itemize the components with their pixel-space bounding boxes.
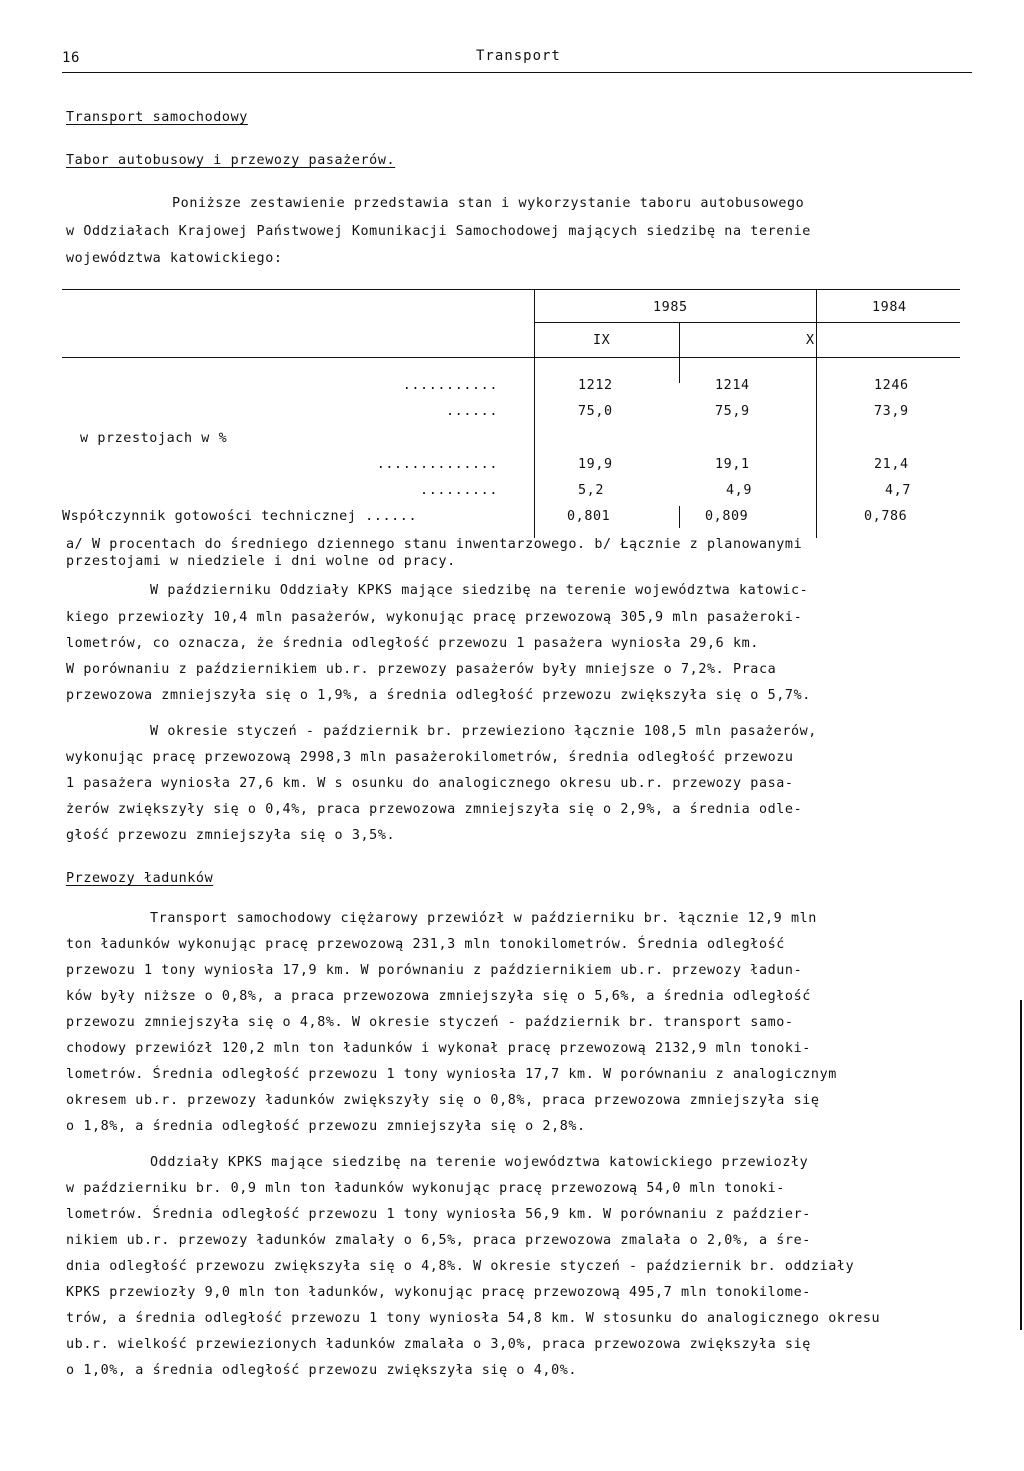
cell-x84: 1246 xyxy=(874,378,909,393)
cell-x85: 19,1 xyxy=(715,457,750,472)
running-header: Transport xyxy=(476,48,561,64)
year-header-1984: 1984 xyxy=(872,300,907,315)
cell-x84: 0,786 xyxy=(864,509,908,524)
cell-ix: 19,9 xyxy=(578,457,613,472)
month-header-x: X xyxy=(806,333,815,348)
paragraph-line: chodowy przewiózł 120,2 mln ton ładunków i wykonał pracę przewozową 2132,9 mln tonoki- xyxy=(66,1041,811,1056)
cell-x84: 73,9 xyxy=(874,404,909,419)
idle-label: w przestojach w % xyxy=(80,431,228,446)
intro-line: w Oddziałach Krajowej Państwowej Komunikacji Samochodowej mających siedzibę na terenie xyxy=(66,224,811,239)
row-label: ...... xyxy=(446,404,498,419)
table-col-sep xyxy=(534,290,535,538)
paragraph-line: ków były niższe o 0,8%, a praca przewozowa zmniejszyła się o 5,6%, a średnia odległość xyxy=(66,989,811,1004)
table-mid-rule xyxy=(534,322,960,323)
subsection-title: Tabor autobusowy i przewozy pasażerów. xyxy=(66,153,396,168)
paragraph-line: W październiku Oddziały KPKS mające siedzibę na terenie województwa katowic- xyxy=(150,583,809,598)
table-header-rule xyxy=(62,357,960,358)
paragraph-line: 1 pasażera wyniosła 27,6 km. W s osunku do analogicznego okresu ub.r. przewozy pasa- xyxy=(66,776,794,791)
paragraph-line: W porównaniu z październikiem ub.r. przewozy pasażerów były mniejsze o 7,2%. Praca xyxy=(66,662,777,677)
cell-ix: 0,801 xyxy=(567,509,611,524)
paragraph-line: przewozu 1 tony wyniosła 17,9 km. W porównaniu z październikiem ub.r. przewozy ładun- xyxy=(66,963,803,978)
cell-x85: 4,9 xyxy=(726,483,752,498)
scan-edge-mark xyxy=(1020,1000,1022,1330)
cell-x84: 21,4 xyxy=(874,457,909,472)
paragraph-line: dnia odległość przewozu zwiększyła się o 4,8%. W okresie styczeń - październik br. oddziały xyxy=(66,1259,855,1274)
row-label: Współczynnik gotowości technicznej ...... xyxy=(62,509,418,524)
paragraph-line: nikiem ub.r. przewozy ładunków zmalały o 6,5%, praca przewozowa zmalała o 2,0%, a śre- xyxy=(66,1233,811,1248)
paragraph-line: trów, a średnia odległość przewozu 1 tony wyniosła 54,8 km. W stosunku do analogicznego okresu xyxy=(66,1311,881,1326)
paragraph-line: lometrów, co oznacza, że średnia odległość przewozu 1 pasażera wyniosła 29,6 km. xyxy=(66,636,759,651)
year-header-1985: 1985 xyxy=(653,300,688,315)
cell-ix: 5,2 xyxy=(578,483,604,498)
table-col-sep xyxy=(679,323,680,383)
paragraph-line: ub.r. wielkość przewiezionych ładunków zmalała o 3,0%, praca przewozowa zwiększyła się xyxy=(66,1337,811,1352)
paragraph-line: wykonując pracę przewozową 2998,3 mln pasażerokilometrów, średnia odległość przewozu xyxy=(66,750,794,765)
paragraph-line: żerów zwiększyły się o 0,4%, praca przewozowa zmniejszyła się o 2,9%, a średnia odle- xyxy=(66,802,803,817)
paragraph-line: okresem ub.r. przewozy ładunków zwiększyły się o 0,8%, praca przewozowa zmniejszyła się xyxy=(66,1093,820,1108)
section-title: Transport samochodowy xyxy=(66,110,248,125)
row-label: .............. xyxy=(376,457,498,472)
paragraph-line: Oddziały KPKS mające siedzibę na terenie województwa katowickiego przewiozły xyxy=(150,1155,809,1170)
paragraph-line: przewozu zmniejszyła się o 4,8%. W okresie styczeń - październik br. transport samo- xyxy=(66,1015,794,1030)
page-number: 16 xyxy=(62,50,81,66)
row-label: ......... xyxy=(420,483,498,498)
header-rule xyxy=(62,72,972,73)
intro-line: województwa katowickiego: xyxy=(66,251,283,266)
paragraph-line: Transport samochodowy ciężarowy przewiózł w październiku br. łącznie 12,9 mln xyxy=(150,911,817,926)
paragraph-line: lometrów. Średnia odległość przewozu 1 tony wyniosła 17,7 km. W porównaniu z analogicznym xyxy=(66,1067,837,1082)
month-header-ix: IX xyxy=(593,333,611,348)
cell-x84: 4,7 xyxy=(885,483,911,498)
intro-line: Poniższe zestawienie przedstawia stan i wykorzystanie taboru autobusowego xyxy=(172,196,805,211)
paragraph-line: w październiku br. 0,9 mln ton ładunków wykonując pracę przewozową 54,0 mln tonoki- xyxy=(66,1181,785,1196)
paragraph-line: przewozowa zmniejszyła się o 1,9%, a średnia odległość przewozu zwiększyła się o 5,7%. xyxy=(66,688,811,703)
cell-x85: 1214 xyxy=(715,378,750,393)
paragraph-line: lometrów. Średnia odległość przewozu 1 tony wyniosła 56,9 km. W porównaniu z paździer- xyxy=(66,1207,811,1222)
cell-ix: 75,0 xyxy=(578,404,613,419)
paragraph-line: o 1,8%, a średnia odległość przewozu zmniejszyła się o 2,8%. xyxy=(66,1119,586,1134)
footnote: przestojami w niedziele i dni wolne od pracy. xyxy=(66,554,456,569)
table-col-sep xyxy=(816,290,817,538)
paragraph-line: głość przewozu zmniejszyła się o 3,5%. xyxy=(66,828,396,843)
row-label: ........... xyxy=(402,378,498,393)
paragraph-line: KPKS przewiozły 9,0 mln ton ładunków, wykonując pracę przewozową 495,7 mln tonokilome- xyxy=(66,1285,811,1300)
paragraph-line: o 1,0%, a średnia odległość przewozu zwiększyła się o 4,0%. xyxy=(66,1363,578,1378)
table-col-sep xyxy=(679,506,680,528)
cell-x85: 0,809 xyxy=(705,509,749,524)
cell-ix: 1212 xyxy=(578,378,613,393)
cargo-section-title: Przewozy ładunków xyxy=(66,871,214,886)
paragraph-line: ton ładunków wykonując pracę przewozową 231,3 mln tonokilometrów. Średnia odległość xyxy=(66,937,785,952)
table-top-rule xyxy=(62,289,960,290)
paragraph-line: kiego przewiozły 10,4 mln pasażerów, wykonując pracę przewozową 305,9 mln pasażeroki- xyxy=(66,610,803,625)
paragraph-line: W okresie styczeń - październik br. przewieziono łącznie 108,5 mln pasażerów, xyxy=(150,724,817,739)
cell-x85: 75,9 xyxy=(715,404,750,419)
footnote: a/ W procentach do średniego dziennego stanu inwentarzowego. b/ Łącznie z planowanymi xyxy=(66,537,803,552)
